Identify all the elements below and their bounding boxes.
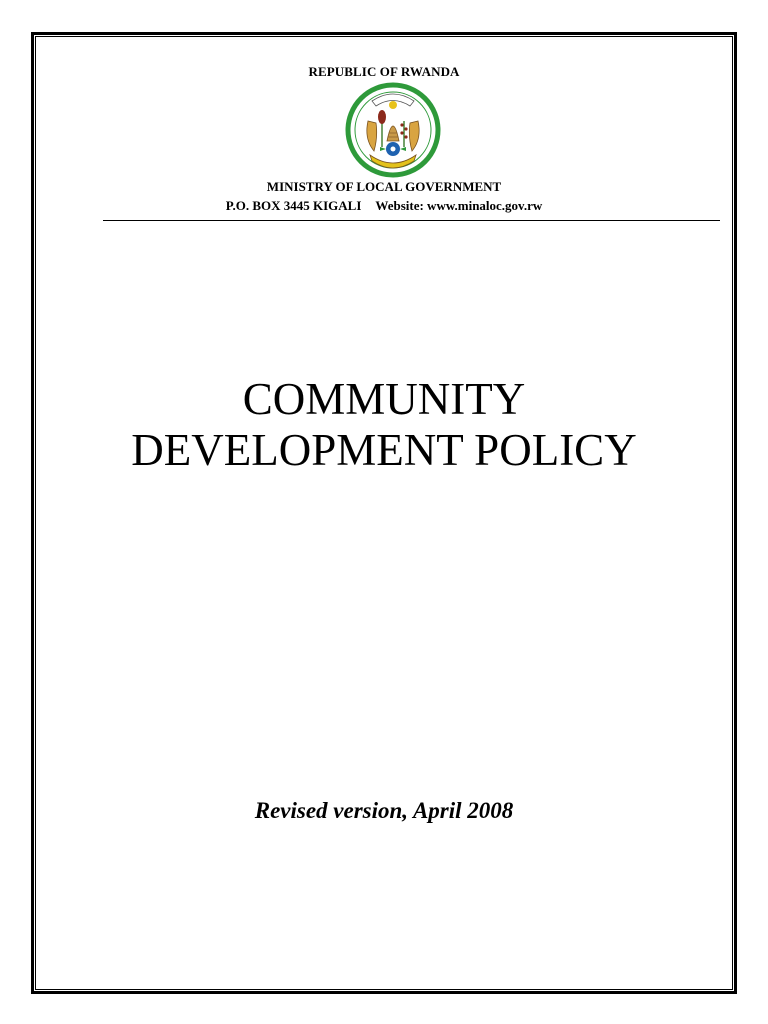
title-line-1: COMMUNITY [242,374,526,424]
header-divider [103,220,720,221]
title-line-2: DEVELOPMENT POLICY [131,425,637,475]
ministry-address [0,198,768,214]
coat-of-arms-icon [344,81,442,179]
ministry-name: MINISTRY OF LOCAL GOVERNMENT [266,179,502,194]
revision-note: Revised version, April 2008 [254,798,514,823]
document-title [0,374,768,476]
country-name: REPUBLIC OF RWANDA [308,64,460,79]
po-box: P.O. BOX 3445 KIGALI [225,198,362,213]
website: Website: www.minaloc.gov.rw [375,198,543,213]
